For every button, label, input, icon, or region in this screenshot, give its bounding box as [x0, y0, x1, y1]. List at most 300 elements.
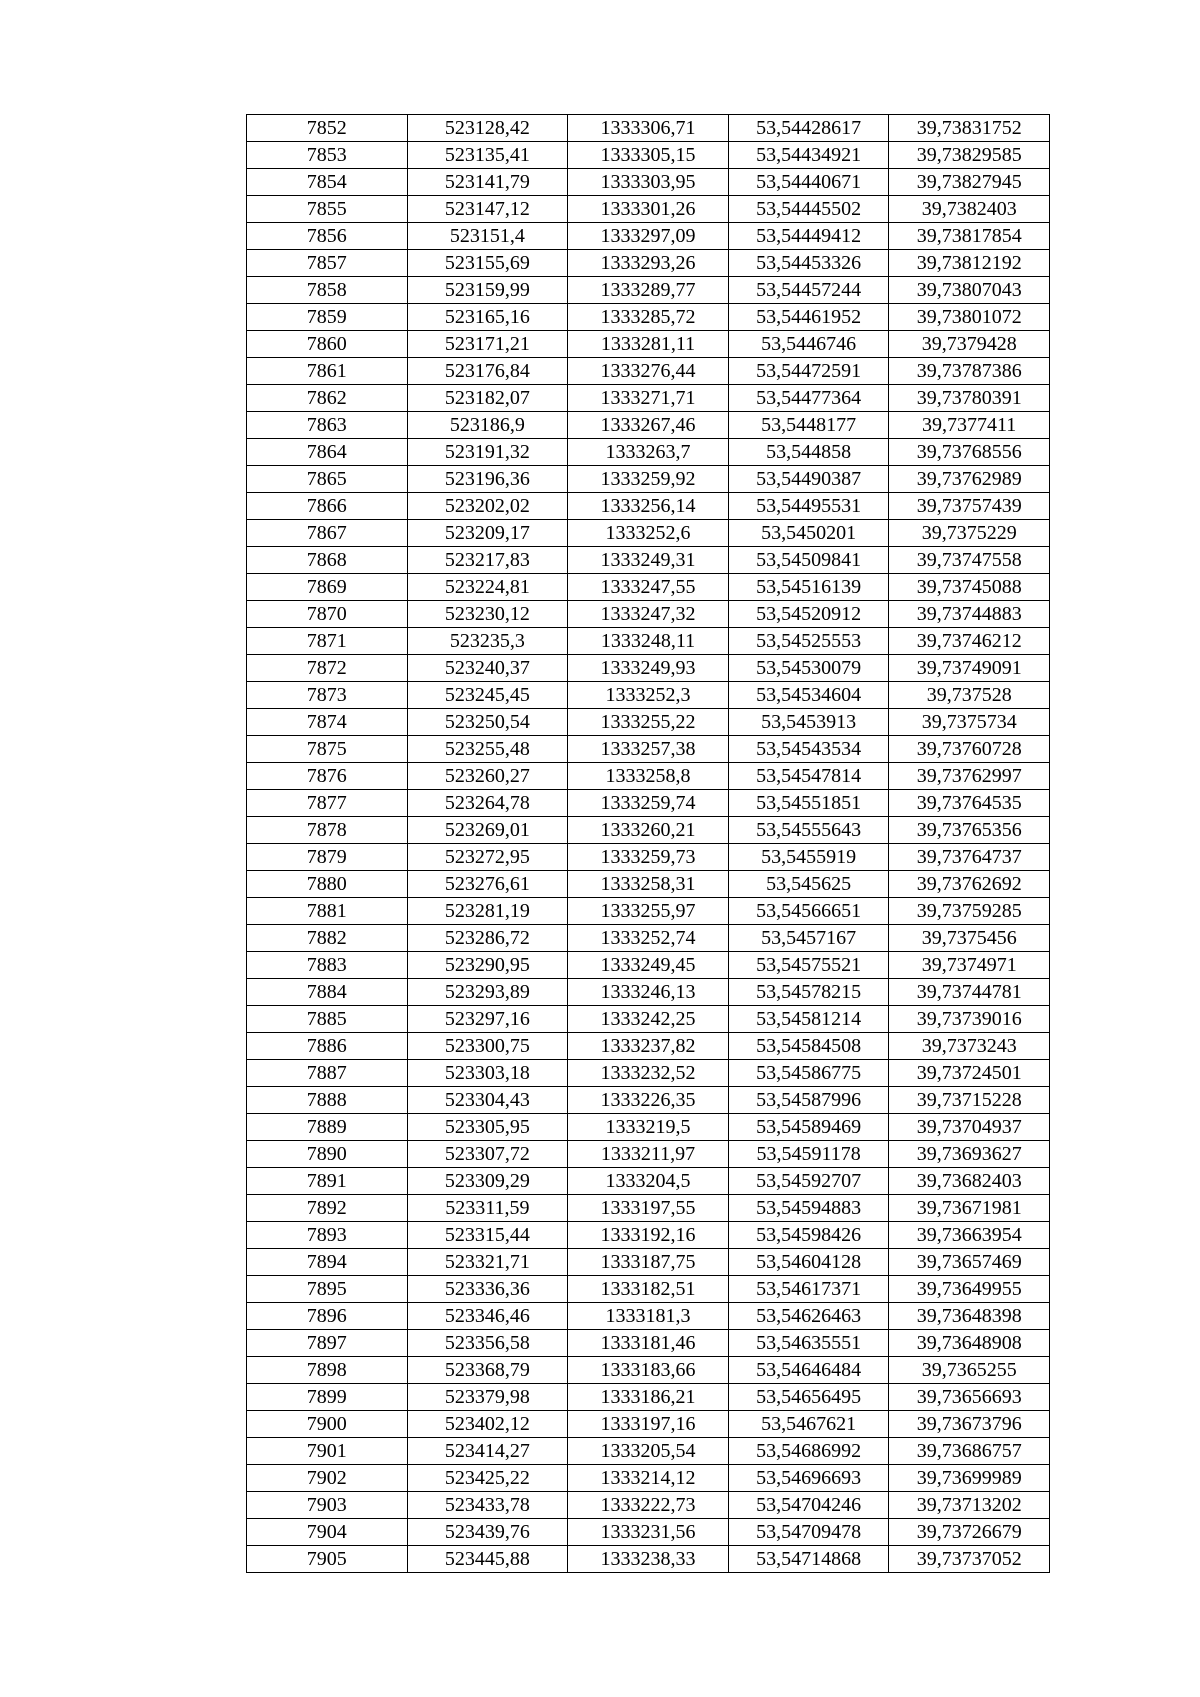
y-coordinate-cell: 1333305,15: [568, 142, 729, 169]
latitude-cell: 53,54525553: [728, 628, 889, 655]
longitude-cell: 39,7374971: [889, 952, 1050, 979]
x-coordinate-cell: 523255,48: [407, 736, 568, 763]
longitude-cell: 39,73817854: [889, 223, 1050, 250]
x-coordinate-cell: 523402,12: [407, 1411, 568, 1438]
longitude-cell: 39,7382403: [889, 196, 1050, 223]
y-coordinate-cell: 1333249,93: [568, 655, 729, 682]
x-coordinate-cell: 523240,37: [407, 655, 568, 682]
y-coordinate-cell: 1333249,45: [568, 952, 729, 979]
y-coordinate-cell: 1333238,33: [568, 1546, 729, 1573]
x-coordinate-cell: 523135,41: [407, 142, 568, 169]
latitude-cell: 53,54543534: [728, 736, 889, 763]
y-coordinate-cell: 1333303,95: [568, 169, 729, 196]
latitude-cell: 53,545625: [728, 871, 889, 898]
x-coordinate-cell: 523290,95: [407, 952, 568, 979]
y-coordinate-cell: 1333192,16: [568, 1222, 729, 1249]
table-row: [247, 1033, 1050, 1060]
point-number-cell: 7861: [247, 358, 408, 385]
y-coordinate-cell: 1333263,7: [568, 439, 729, 466]
y-coordinate-cell: 1333187,75: [568, 1249, 729, 1276]
longitude-cell: 39,73768556: [889, 439, 1050, 466]
latitude-cell: 53,54709478: [728, 1519, 889, 1546]
x-coordinate-cell: 523425,22: [407, 1465, 568, 1492]
x-coordinate-cell: 523439,76: [407, 1519, 568, 1546]
x-coordinate-cell: 523368,79: [407, 1357, 568, 1384]
latitude-cell: 53,5448177: [728, 412, 889, 439]
table-row: [247, 358, 1050, 385]
point-number-cell: 7852: [247, 115, 408, 142]
longitude-cell: 39,7373243: [889, 1033, 1050, 1060]
table-row: [247, 1492, 1050, 1519]
x-coordinate-cell: 523147,12: [407, 196, 568, 223]
latitude-cell: 53,54714868: [728, 1546, 889, 1573]
y-coordinate-cell: 1333211,97: [568, 1141, 729, 1168]
x-coordinate-cell: 523141,79: [407, 169, 568, 196]
longitude-cell: 39,73762989: [889, 466, 1050, 493]
longitude-cell: 39,73726679: [889, 1519, 1050, 1546]
x-coordinate-cell: 523230,12: [407, 601, 568, 628]
table-row: [247, 1411, 1050, 1438]
longitude-cell: 39,73747558: [889, 547, 1050, 574]
x-coordinate-cell: 523297,16: [407, 1006, 568, 1033]
longitude-cell: 39,73649955: [889, 1276, 1050, 1303]
latitude-cell: 53,54581214: [728, 1006, 889, 1033]
point-number-cell: 7859: [247, 304, 408, 331]
point-number-cell: 7858: [247, 277, 408, 304]
latitude-cell: 53,54509841: [728, 547, 889, 574]
point-number-cell: 7892: [247, 1195, 408, 1222]
point-number-cell: 7885: [247, 1006, 408, 1033]
x-coordinate-cell: 523165,16: [407, 304, 568, 331]
point-number-cell: 7864: [247, 439, 408, 466]
x-coordinate-cell: 523191,32: [407, 439, 568, 466]
latitude-cell: 53,54547814: [728, 763, 889, 790]
table-row: [247, 196, 1050, 223]
y-coordinate-cell: 1333258,8: [568, 763, 729, 790]
latitude-cell: 53,54656495: [728, 1384, 889, 1411]
table-row: [247, 1303, 1050, 1330]
longitude-cell: 39,737528: [889, 682, 1050, 709]
x-coordinate-cell: 523336,36: [407, 1276, 568, 1303]
point-number-cell: 7886: [247, 1033, 408, 1060]
table-row: [247, 466, 1050, 493]
point-number-cell: 7902: [247, 1465, 408, 1492]
latitude-cell: 53,5455919: [728, 844, 889, 871]
y-coordinate-cell: 1333214,12: [568, 1465, 729, 1492]
latitude-cell: 53,54457244: [728, 277, 889, 304]
table-row: [247, 1276, 1050, 1303]
point-number-cell: 7865: [247, 466, 408, 493]
latitude-cell: 53,5457167: [728, 925, 889, 952]
latitude-cell: 53,54516139: [728, 574, 889, 601]
x-coordinate-cell: 523202,02: [407, 493, 568, 520]
longitude-cell: 39,73749091: [889, 655, 1050, 682]
table-row: [247, 223, 1050, 250]
point-number-cell: 7882: [247, 925, 408, 952]
point-number-cell: 7862: [247, 385, 408, 412]
point-number-cell: 7857: [247, 250, 408, 277]
y-coordinate-cell: 1333267,46: [568, 412, 729, 439]
point-number-cell: 7905: [247, 1546, 408, 1573]
longitude-cell: 39,73739016: [889, 1006, 1050, 1033]
x-coordinate-cell: 523315,44: [407, 1222, 568, 1249]
latitude-cell: 53,54598426: [728, 1222, 889, 1249]
longitude-cell: 39,73745088: [889, 574, 1050, 601]
table-row: [247, 1546, 1050, 1573]
table-row: [247, 115, 1050, 142]
table-row: [247, 952, 1050, 979]
longitude-cell: 39,73762692: [889, 871, 1050, 898]
point-number-cell: 7890: [247, 1141, 408, 1168]
longitude-cell: 39,7375456: [889, 925, 1050, 952]
latitude-cell: 53,54586775: [728, 1060, 889, 1087]
y-coordinate-cell: 1333276,44: [568, 358, 729, 385]
y-coordinate-cell: 1333247,55: [568, 574, 729, 601]
longitude-cell: 39,73693627: [889, 1141, 1050, 1168]
table-row: [247, 1087, 1050, 1114]
latitude-cell: 53,54604128: [728, 1249, 889, 1276]
table-row: [247, 1114, 1050, 1141]
table-row: [247, 601, 1050, 628]
latitude-cell: 53,54617371: [728, 1276, 889, 1303]
x-coordinate-cell: 523293,89: [407, 979, 568, 1006]
table-row: [247, 1330, 1050, 1357]
point-number-cell: 7867: [247, 520, 408, 547]
longitude-cell: 39,73760728: [889, 736, 1050, 763]
x-coordinate-cell: 523155,69: [407, 250, 568, 277]
x-coordinate-cell: 523356,58: [407, 1330, 568, 1357]
table-row: [247, 250, 1050, 277]
longitude-cell: 39,73829585: [889, 142, 1050, 169]
table-row: [247, 817, 1050, 844]
table-row: [247, 331, 1050, 358]
longitude-cell: 39,73807043: [889, 277, 1050, 304]
y-coordinate-cell: 1333181,3: [568, 1303, 729, 1330]
y-coordinate-cell: 1333186,21: [568, 1384, 729, 1411]
point-number-cell: 7872: [247, 655, 408, 682]
latitude-cell: 53,54589469: [728, 1114, 889, 1141]
x-coordinate-cell: 523176,84: [407, 358, 568, 385]
table-row: [247, 628, 1050, 655]
latitude-cell: 53,5467621: [728, 1411, 889, 1438]
x-coordinate-cell: 523433,78: [407, 1492, 568, 1519]
y-coordinate-cell: 1333248,11: [568, 628, 729, 655]
longitude-cell: 39,73787386: [889, 358, 1050, 385]
point-number-cell: 7888: [247, 1087, 408, 1114]
y-coordinate-cell: 1333257,38: [568, 736, 729, 763]
y-coordinate-cell: 1333242,25: [568, 1006, 729, 1033]
longitude-cell: 39,73764737: [889, 844, 1050, 871]
latitude-cell: 53,54594883: [728, 1195, 889, 1222]
longitude-cell: 39,73744781: [889, 979, 1050, 1006]
point-number-cell: 7889: [247, 1114, 408, 1141]
y-coordinate-cell: 1333306,71: [568, 115, 729, 142]
point-number-cell: 7869: [247, 574, 408, 601]
x-coordinate-cell: 523186,9: [407, 412, 568, 439]
longitude-cell: 39,73744883: [889, 601, 1050, 628]
table-row: [247, 574, 1050, 601]
point-number-cell: 7898: [247, 1357, 408, 1384]
table-row: [247, 493, 1050, 520]
y-coordinate-cell: 1333237,82: [568, 1033, 729, 1060]
x-coordinate-cell: 523250,54: [407, 709, 568, 736]
x-coordinate-cell: 523245,45: [407, 682, 568, 709]
latitude-cell: 53,54440671: [728, 169, 889, 196]
longitude-cell: 39,73831752: [889, 115, 1050, 142]
y-coordinate-cell: 1333252,3: [568, 682, 729, 709]
x-coordinate-cell: 523304,43: [407, 1087, 568, 1114]
table-row: [247, 790, 1050, 817]
table-row: [247, 925, 1050, 952]
point-number-cell: 7901: [247, 1438, 408, 1465]
latitude-cell: 53,54555643: [728, 817, 889, 844]
table-row: [247, 1060, 1050, 1087]
latitude-cell: 53,54696693: [728, 1465, 889, 1492]
point-number-cell: 7853: [247, 142, 408, 169]
longitude-cell: 39,7365255: [889, 1357, 1050, 1384]
point-number-cell: 7903: [247, 1492, 408, 1519]
point-number-cell: 7887: [247, 1060, 408, 1087]
y-coordinate-cell: 1333181,46: [568, 1330, 729, 1357]
latitude-cell: 53,54587996: [728, 1087, 889, 1114]
longitude-cell: 39,73686757: [889, 1438, 1050, 1465]
point-number-cell: 7893: [247, 1222, 408, 1249]
point-number-cell: 7877: [247, 790, 408, 817]
latitude-cell: 53,54534604: [728, 682, 889, 709]
latitude-cell: 53,54428617: [728, 115, 889, 142]
y-coordinate-cell: 1333301,26: [568, 196, 729, 223]
latitude-cell: 53,54453326: [728, 250, 889, 277]
y-coordinate-cell: 1333289,77: [568, 277, 729, 304]
point-number-cell: 7860: [247, 331, 408, 358]
x-coordinate-cell: 523281,19: [407, 898, 568, 925]
table-row: [247, 1357, 1050, 1384]
longitude-cell: 39,73671981: [889, 1195, 1050, 1222]
table-row: [247, 142, 1050, 169]
point-number-cell: 7895: [247, 1276, 408, 1303]
table-row: [247, 439, 1050, 466]
latitude-cell: 53,54495531: [728, 493, 889, 520]
point-number-cell: 7899: [247, 1384, 408, 1411]
latitude-cell: 53,54530079: [728, 655, 889, 682]
y-coordinate-cell: 1333182,51: [568, 1276, 729, 1303]
point-number-cell: 7875: [247, 736, 408, 763]
longitude-cell: 39,73648398: [889, 1303, 1050, 1330]
x-coordinate-cell: 523260,27: [407, 763, 568, 790]
point-number-cell: 7863: [247, 412, 408, 439]
y-coordinate-cell: 1333259,92: [568, 466, 729, 493]
y-coordinate-cell: 1333231,56: [568, 1519, 729, 1546]
x-coordinate-cell: 523286,72: [407, 925, 568, 952]
table-row: [247, 1519, 1050, 1546]
x-coordinate-cell: 523307,72: [407, 1141, 568, 1168]
y-coordinate-cell: 1333258,31: [568, 871, 729, 898]
point-number-cell: 7897: [247, 1330, 408, 1357]
x-coordinate-cell: 523305,95: [407, 1114, 568, 1141]
table-row: [247, 1141, 1050, 1168]
latitude-cell: 53,54626463: [728, 1303, 889, 1330]
table-row: [247, 709, 1050, 736]
longitude-cell: 39,73713202: [889, 1492, 1050, 1519]
y-coordinate-cell: 1333252,6: [568, 520, 729, 547]
table-row: [247, 763, 1050, 790]
point-number-cell: 7881: [247, 898, 408, 925]
latitude-cell: 53,54449412: [728, 223, 889, 250]
y-coordinate-cell: 1333204,5: [568, 1168, 729, 1195]
y-coordinate-cell: 1333297,09: [568, 223, 729, 250]
point-number-cell: 7868: [247, 547, 408, 574]
latitude-cell: 53,54686992: [728, 1438, 889, 1465]
latitude-cell: 53,54704246: [728, 1492, 889, 1519]
y-coordinate-cell: 1333293,26: [568, 250, 729, 277]
longitude-cell: 39,73673796: [889, 1411, 1050, 1438]
longitude-cell: 39,73812192: [889, 250, 1050, 277]
x-coordinate-cell: 523303,18: [407, 1060, 568, 1087]
point-number-cell: 7866: [247, 493, 408, 520]
table-row: [247, 898, 1050, 925]
table-row: [247, 1006, 1050, 1033]
point-number-cell: 7880: [247, 871, 408, 898]
longitude-cell: 39,73682403: [889, 1168, 1050, 1195]
x-coordinate-cell: 523128,42: [407, 115, 568, 142]
latitude-cell: 53,54490387: [728, 466, 889, 493]
y-coordinate-cell: 1333255,22: [568, 709, 729, 736]
longitude-cell: 39,73764535: [889, 790, 1050, 817]
table-row: [247, 655, 1050, 682]
table-row: [247, 520, 1050, 547]
x-coordinate-cell: 523311,59: [407, 1195, 568, 1222]
latitude-cell: 53,54591178: [728, 1141, 889, 1168]
y-coordinate-cell: 1333232,52: [568, 1060, 729, 1087]
point-number-cell: 7854: [247, 169, 408, 196]
latitude-cell: 53,54551851: [728, 790, 889, 817]
y-coordinate-cell: 1333271,71: [568, 385, 729, 412]
y-coordinate-cell: 1333260,21: [568, 817, 729, 844]
y-coordinate-cell: 1333285,72: [568, 304, 729, 331]
latitude-cell: 53,54472591: [728, 358, 889, 385]
y-coordinate-cell: 1333222,73: [568, 1492, 729, 1519]
point-number-cell: 7873: [247, 682, 408, 709]
latitude-cell: 53,54584508: [728, 1033, 889, 1060]
longitude-cell: 39,73648908: [889, 1330, 1050, 1357]
x-coordinate-cell: 523217,83: [407, 547, 568, 574]
point-number-cell: 7896: [247, 1303, 408, 1330]
longitude-cell: 39,7377411: [889, 412, 1050, 439]
table-row: [247, 871, 1050, 898]
point-number-cell: 7855: [247, 196, 408, 223]
longitude-cell: 39,7375734: [889, 709, 1050, 736]
table-row: [247, 169, 1050, 196]
x-coordinate-cell: 523264,78: [407, 790, 568, 817]
longitude-cell: 39,73765356: [889, 817, 1050, 844]
table-row: [247, 1168, 1050, 1195]
longitude-cell: 39,73762997: [889, 763, 1050, 790]
y-coordinate-cell: 1333281,11: [568, 331, 729, 358]
table-row: [247, 277, 1050, 304]
y-coordinate-cell: 1333256,14: [568, 493, 729, 520]
longitude-cell: 39,73656693: [889, 1384, 1050, 1411]
x-coordinate-cell: 523272,95: [407, 844, 568, 871]
x-coordinate-cell: 523159,99: [407, 277, 568, 304]
y-coordinate-cell: 1333197,55: [568, 1195, 729, 1222]
x-coordinate-cell: 523209,17: [407, 520, 568, 547]
point-number-cell: 7856: [247, 223, 408, 250]
x-coordinate-cell: 523276,61: [407, 871, 568, 898]
latitude-cell: 53,54575521: [728, 952, 889, 979]
longitude-cell: 39,73715228: [889, 1087, 1050, 1114]
y-coordinate-cell: 1333246,13: [568, 979, 729, 1006]
y-coordinate-cell: 1333249,31: [568, 547, 729, 574]
latitude-cell: 53,54578215: [728, 979, 889, 1006]
table-row: [247, 547, 1050, 574]
table-row: [247, 682, 1050, 709]
longitude-cell: 39,73737052: [889, 1546, 1050, 1573]
point-number-cell: 7891: [247, 1168, 408, 1195]
latitude-cell: 53,54646484: [728, 1357, 889, 1384]
x-coordinate-cell: 523414,27: [407, 1438, 568, 1465]
latitude-cell: 53,54635551: [728, 1330, 889, 1357]
table-row: [247, 1222, 1050, 1249]
table-row: [247, 1465, 1050, 1492]
x-coordinate-cell: 523321,71: [407, 1249, 568, 1276]
y-coordinate-cell: 1333252,74: [568, 925, 729, 952]
table-row: [247, 1249, 1050, 1276]
coordinate-table: [246, 114, 1050, 1573]
table-row: [247, 412, 1050, 439]
y-coordinate-cell: 1333197,16: [568, 1411, 729, 1438]
latitude-cell: 53,5453913: [728, 709, 889, 736]
x-coordinate-cell: 523269,01: [407, 817, 568, 844]
coordinate-table-body: [247, 115, 1050, 1573]
x-coordinate-cell: 523235,3: [407, 628, 568, 655]
point-number-cell: 7871: [247, 628, 408, 655]
x-coordinate-cell: 523196,36: [407, 466, 568, 493]
point-number-cell: 7874: [247, 709, 408, 736]
latitude-cell: 53,544858: [728, 439, 889, 466]
longitude-cell: 39,73704937: [889, 1114, 1050, 1141]
point-number-cell: 7879: [247, 844, 408, 871]
y-coordinate-cell: 1333259,73: [568, 844, 729, 871]
point-number-cell: 7900: [247, 1411, 408, 1438]
table-row: [247, 1438, 1050, 1465]
longitude-cell: 39,7379428: [889, 331, 1050, 358]
x-coordinate-cell: 523151,4: [407, 223, 568, 250]
latitude-cell: 53,54566651: [728, 898, 889, 925]
longitude-cell: 39,73663954: [889, 1222, 1050, 1249]
longitude-cell: 39,73801072: [889, 304, 1050, 331]
longitude-cell: 39,73757439: [889, 493, 1050, 520]
longitude-cell: 39,73746212: [889, 628, 1050, 655]
latitude-cell: 53,54434921: [728, 142, 889, 169]
point-number-cell: 7894: [247, 1249, 408, 1276]
table-row: [247, 844, 1050, 871]
point-number-cell: 7870: [247, 601, 408, 628]
longitude-cell: 39,7375229: [889, 520, 1050, 547]
point-number-cell: 7883: [247, 952, 408, 979]
point-number-cell: 7904: [247, 1519, 408, 1546]
latitude-cell: 53,54461952: [728, 304, 889, 331]
latitude-cell: 53,54445502: [728, 196, 889, 223]
y-coordinate-cell: 1333259,74: [568, 790, 729, 817]
x-coordinate-cell: 523300,75: [407, 1033, 568, 1060]
longitude-cell: 39,73759285: [889, 898, 1050, 925]
table-row: [247, 1384, 1050, 1411]
y-coordinate-cell: 1333247,32: [568, 601, 729, 628]
point-number-cell: 7876: [247, 763, 408, 790]
table-row: [247, 736, 1050, 763]
latitude-cell: 53,5446746: [728, 331, 889, 358]
x-coordinate-cell: 523171,21: [407, 331, 568, 358]
